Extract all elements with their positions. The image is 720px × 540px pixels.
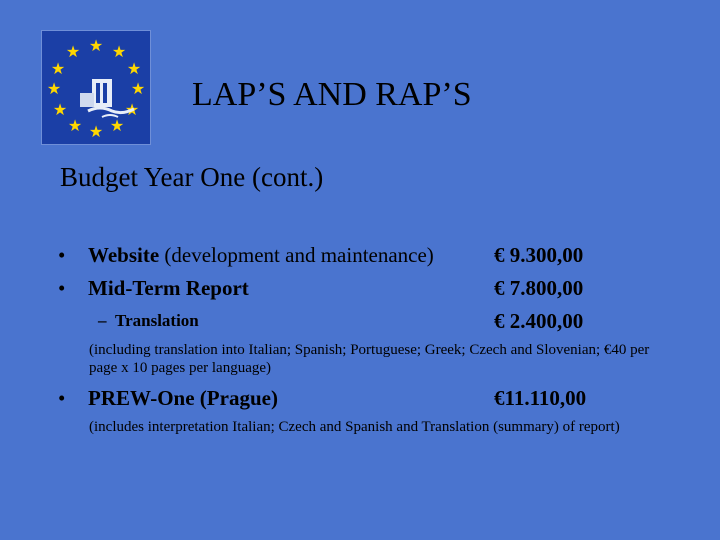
star-icon: ★ <box>88 38 104 55</box>
bullet-marker: • <box>58 386 66 410</box>
item-amount: €11.110,00 <box>494 386 587 410</box>
bullet-marker: • <box>58 276 66 300</box>
item-amount: € 9.300,00 <box>494 243 584 267</box>
star-icon: ★ <box>46 81 62 98</box>
prew-note: (includes interpretation Italian; Czech and Spanish and Translation (summary) of report) <box>89 419 620 435</box>
sub-item-translation <box>98 311 199 331</box>
page-title: LAP’S AND RAP’S <box>192 76 472 113</box>
item-description: (development and maintenance) <box>159 243 434 267</box>
item-amount: € 7.800,00 <box>494 276 584 300</box>
star-icon: ★ <box>67 118 83 135</box>
star-icon: ★ <box>111 44 127 61</box>
item-label: Website <box>88 243 160 267</box>
item-label: Mid-Term Report <box>88 276 249 300</box>
eu-flag-logo <box>41 30 151 145</box>
star-icon: ★ <box>65 44 81 61</box>
star-icon: ★ <box>124 102 140 119</box>
star-icon: ★ <box>109 118 125 135</box>
star-icon: ★ <box>52 102 68 119</box>
page-subtitle: Budget Year One (cont.) <box>60 162 324 192</box>
star-icon: ★ <box>50 61 66 78</box>
list-item-mid-term-report <box>88 276 249 301</box>
translation-note: (including translation into Italian; Spanish; Portuguese; Greek; Czech and Slovenian; €40 per page x 10 pages per language) <box>89 342 650 376</box>
dash-marker: – <box>98 311 107 330</box>
sub-item-amount: € 2.400,00 <box>494 309 584 333</box>
building-emblem-icon <box>80 79 134 117</box>
list-item-prew-one: PREW-One (Prague) <box>88 386 278 410</box>
star-icon: ★ <box>126 61 142 78</box>
bullet-marker: • <box>58 243 66 267</box>
sub-item-label: Translation <box>115 311 199 330</box>
list-item-website <box>88 243 434 268</box>
star-icon: ★ <box>130 81 146 98</box>
star-icon: ★ <box>88 124 104 141</box>
